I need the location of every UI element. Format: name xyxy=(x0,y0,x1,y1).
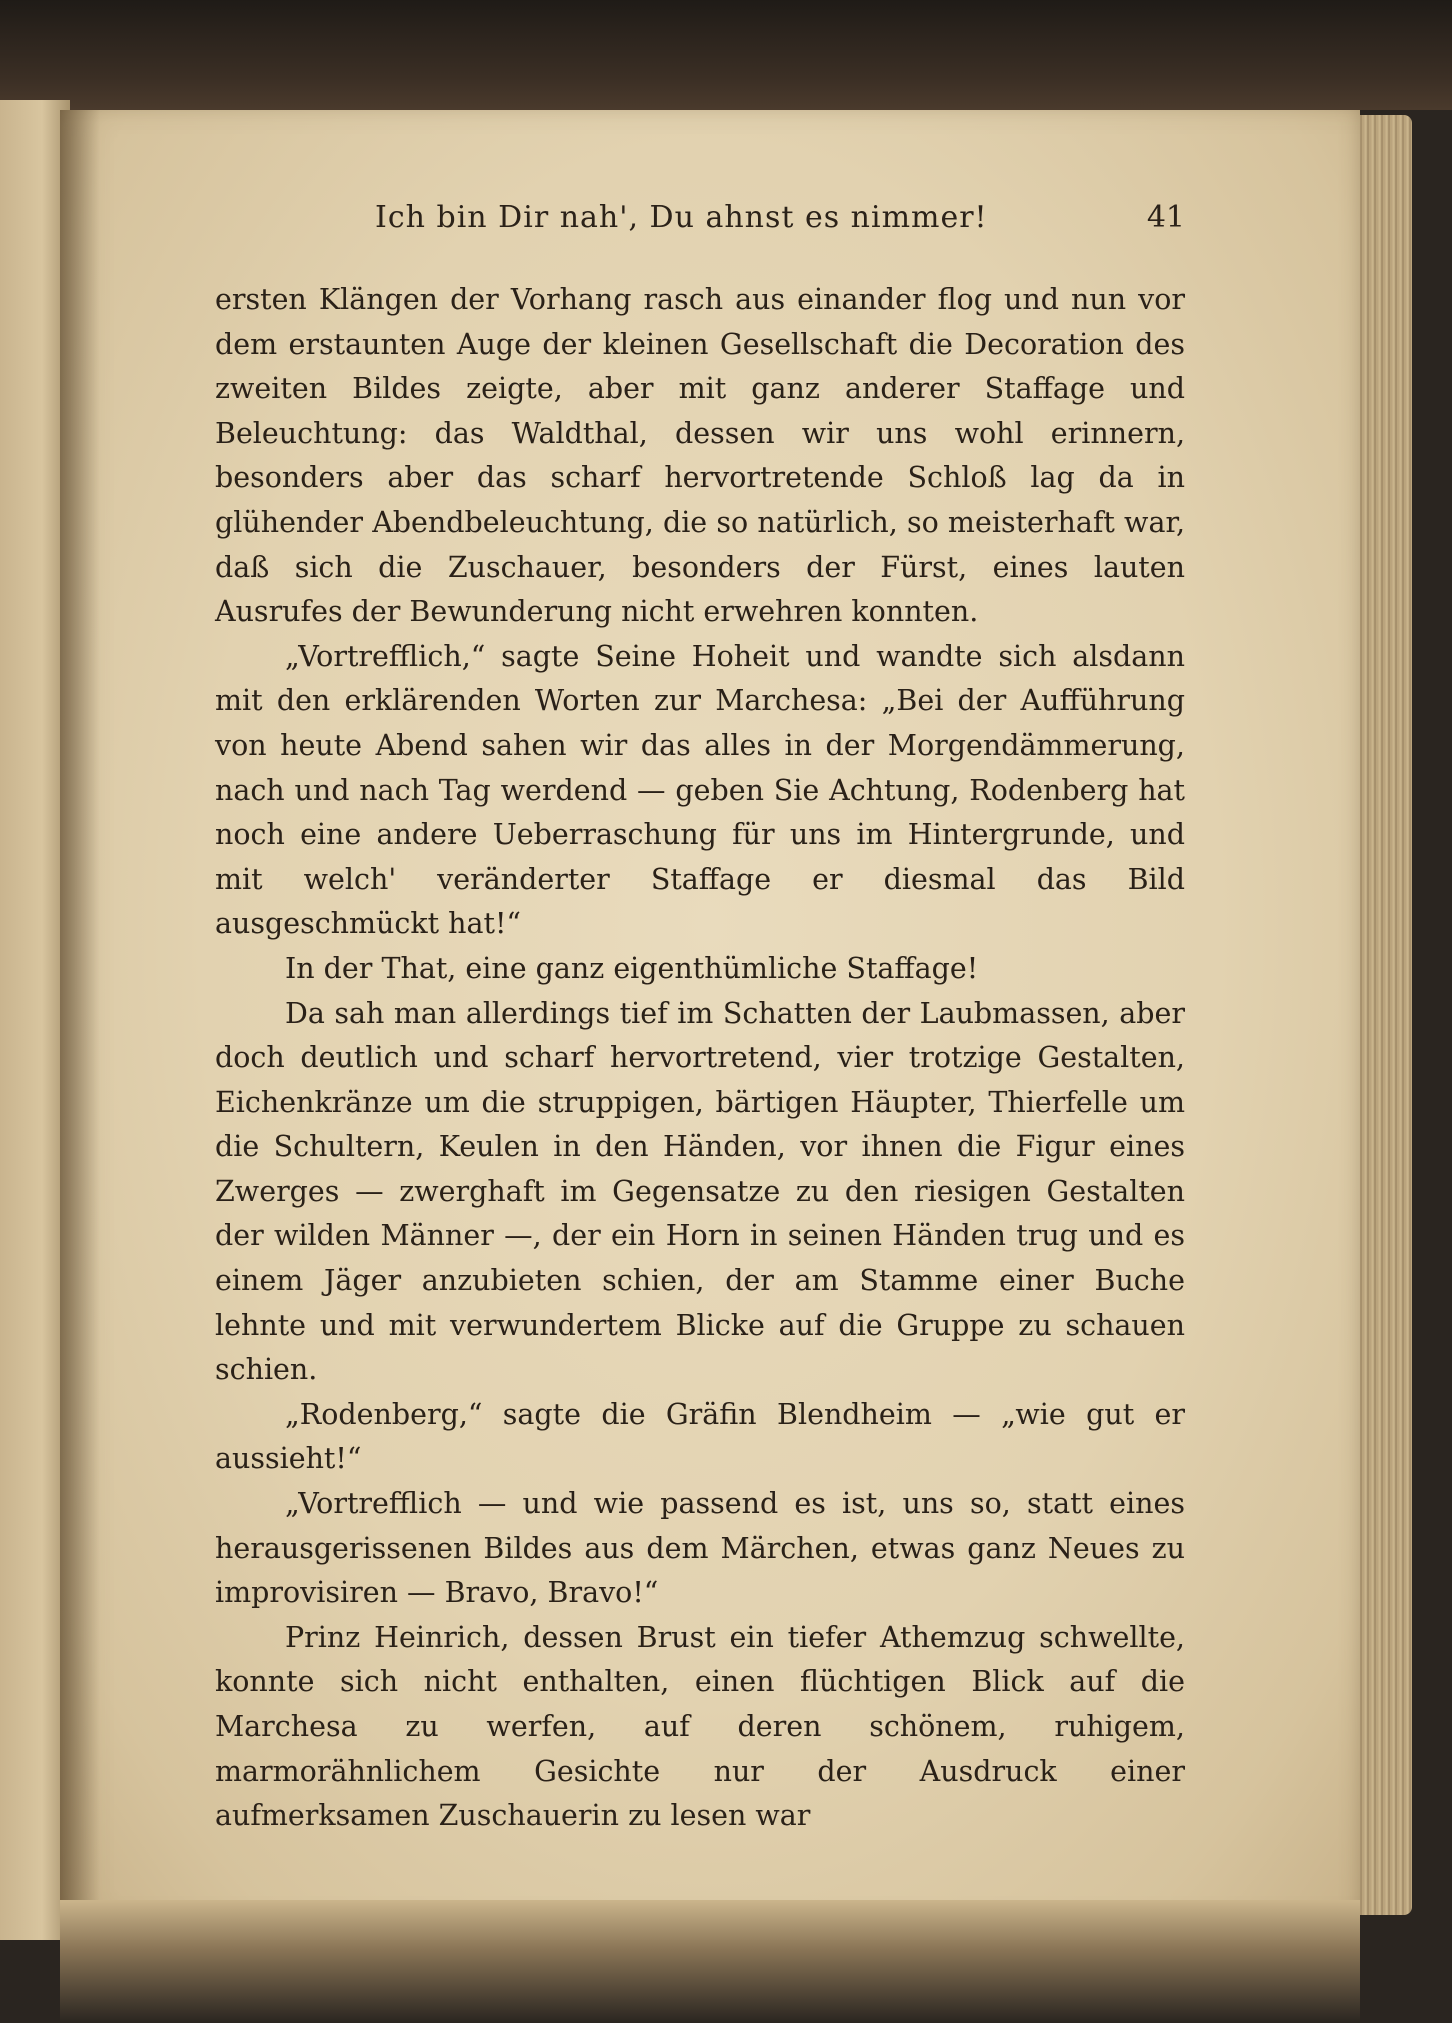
paragraph: In der That, eine ganz eigenthümliche Staffage! xyxy=(285,951,979,985)
gutter-shadow xyxy=(60,110,100,1920)
paragraph: „Vortrefflich — und wie passend es ist, uns so, statt eines herausgerissenen Bildes aus dem Märchen, etwas ganz Neues zu improvisiren — Bravo, Bravo!“ xyxy=(215,1487,1185,1610)
paragraph: Prinz Heinrich, dessen Brust ein tiefer Athemzug schwellte, konnte sich nicht enthalten, einen flüchtigen Blick auf die Marchesa zu werfen, auf deren schönem, ruhigem, marmorähnlichem Gesichte nur der Ausdruck einer aufmerksamen Zuschauerin zu lesen war xyxy=(215,1620,1185,1833)
paragraph: „Rodenberg,“ sagte die Gräfin Blendheim — „wie gut er aussieht!“ xyxy=(215,1397,1185,1476)
paragraph: ersten Klängen der Vorhang rasch aus einander flog und nun vor dem erstaunten Auge der kleinen Gesellschaft die Decoration des zweiten Bildes zeigte, aber mit ganz anderer Staffage und Beleuchtung: das Waldthal, dessen wir uns wohl erinnern, besonders aber das scharf hervortretende Schloß lag da in glühender Abendbeleuchtung, die so natürlich, so meisterhaft war, daß sich die Zuschauer, besonders der Fürst, eines lauten Ausrufes der Bewunderung nicht erwehren konnten. xyxy=(215,283,1185,629)
book-cover-edge xyxy=(0,0,1452,110)
page-number: 41 xyxy=(1146,200,1185,235)
page-header xyxy=(215,200,1185,250)
page-bottom-edge xyxy=(60,1900,1360,2023)
page-body xyxy=(215,278,1185,1839)
running-title: Ich bin Dir nah', Du ahnst es nimmer! xyxy=(375,200,988,235)
paragraph: Da sah man allerdings tief im Schatten der Laubmassen, aber doch deutlich und scharf hervortretend, vier trotzige Gestalten, Eichenkränze um die struppigen, bärtigen Häupter, Thierfelle um die Schultern, Keulen in den Händen, vor ihnen die Figur eines Zwerges — zwerghaft im Gegensatze zu den riesigen Gestalten der wilden Männer —, der ein Horn in seinen Händen trug und es einem Jäger anzubieten schien, der am Stamme einer Buche lehnte und mit verwundertem Blicke auf die Gruppe zu schauen schien. xyxy=(215,996,1185,1387)
paragraph: „Vortrefflich,“ sagte Seine Hoheit und wandte sich alsdann mit den erklärenden Worten zur Marchesa: „Bei der Aufführung von heute Abend sahen wir das alles in der Morgendämmerung, nach und nach Tag werdend — geben Sie Achtung, Rodenberg hat noch eine andere Ueberraschung für uns im Hintergrunde, und mit welch' veränderter Staffage er diesmal das Bild ausgeschmückt hat!“ xyxy=(215,639,1185,941)
